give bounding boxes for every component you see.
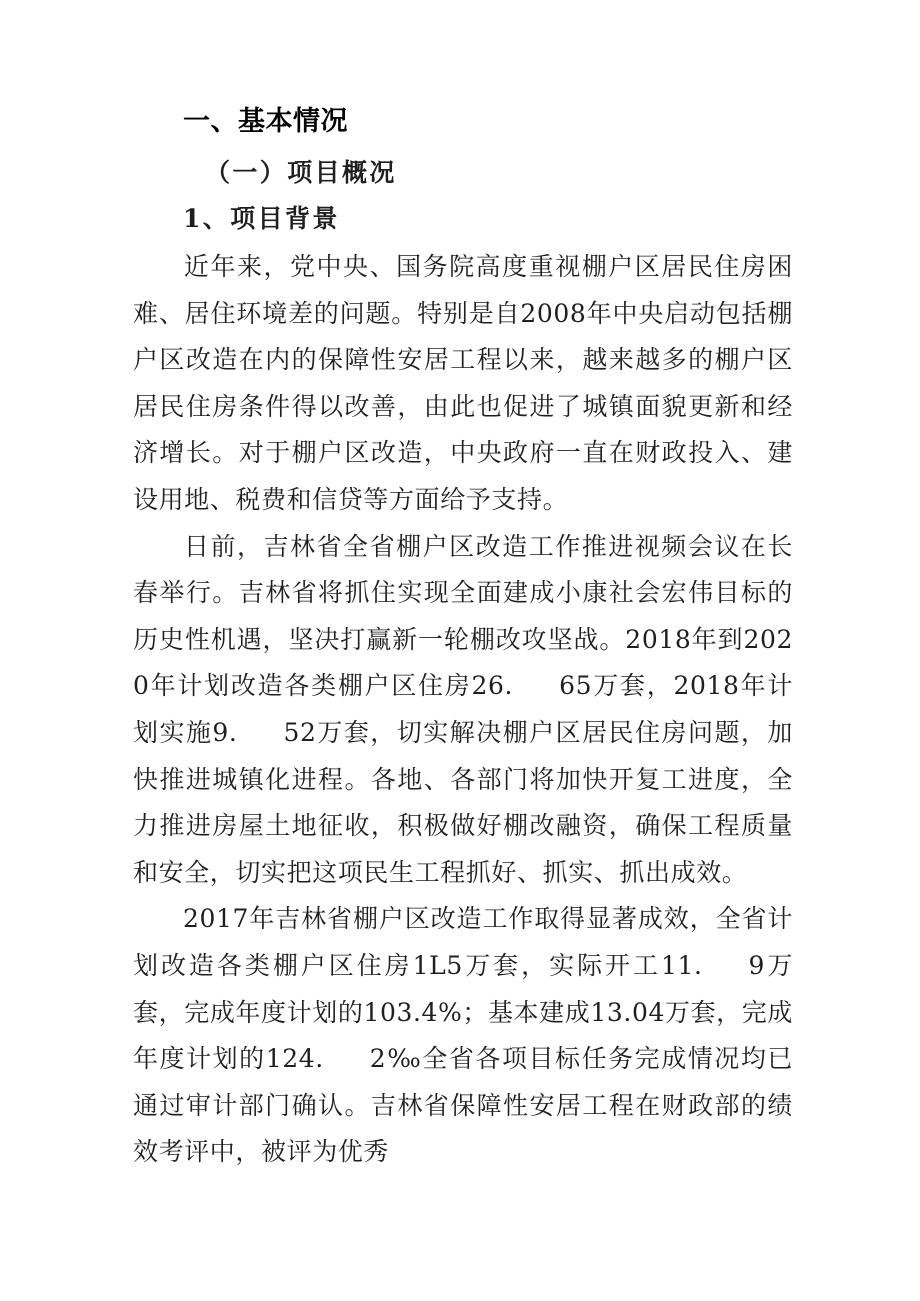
paragraph-text: 9万套，完成年度计划的103.4%；基本建成13.04万套，完成年度计划的124. bbox=[133, 950, 793, 1074]
paragraph bbox=[133, 244, 793, 524]
paragraph bbox=[133, 896, 793, 1176]
paragraph-text: 日前，吉林省全省棚户区改造工作推进视频会议在长春举行。吉林省将抓住实现全面建成小康社会宏伟目标的历史性机遇，坚决打赢新一轮棚改攻坚战。2018年到2020年计划改造各类棚户区住房26. bbox=[133, 531, 793, 701]
paragraph-text: 2‰全省各项目标任务完成情况均已通过审计部门确认。吉林省保障性安居工程在财政部的绩效考评中，被评为优秀 bbox=[133, 1044, 793, 1167]
sub-heading-project-overview: （一）项目概况 bbox=[205, 158, 397, 187]
paragraph-list bbox=[133, 244, 793, 1176]
section-heading: 一、基本情况 bbox=[183, 106, 348, 136]
paragraph-text: 2017年吉林省棚户区改造工作取得显著成效，全省计划改造各类棚户区住房1L5万套，实际开工11. bbox=[133, 904, 793, 980]
paragraph-text: 52万套，切实解决棚户区居民住房问题，加快推进城镇化进程。各地、各部门将加快开复工进度，全力推进房屋土地征收，积极做好棚改融资，确保工程质量和安全，切实把这项民生工程抓好、抓实、抓出成效。 bbox=[133, 717, 793, 887]
paragraph-text: 65万套，2018年计划实施9. bbox=[133, 671, 793, 747]
paragraph-text: 近年来，党中央、国务院高度重视棚户区居民住房困难、居住环境差的问题。特别是自2008年中央启动包括棚户区改造在内的保障性安居工程以来，越来越多的棚户区居民住房条件得以改善，由此也促进了城镇面貌更新和经济增长。对于棚户区改造，中央政府一直在财政投入、建设用地、税费和信贷等方面给予支持。 bbox=[133, 252, 793, 514]
paragraph bbox=[133, 524, 793, 897]
numbered-heading-project-background: 1、项目背景 bbox=[183, 204, 340, 233]
document-body bbox=[133, 98, 793, 1176]
